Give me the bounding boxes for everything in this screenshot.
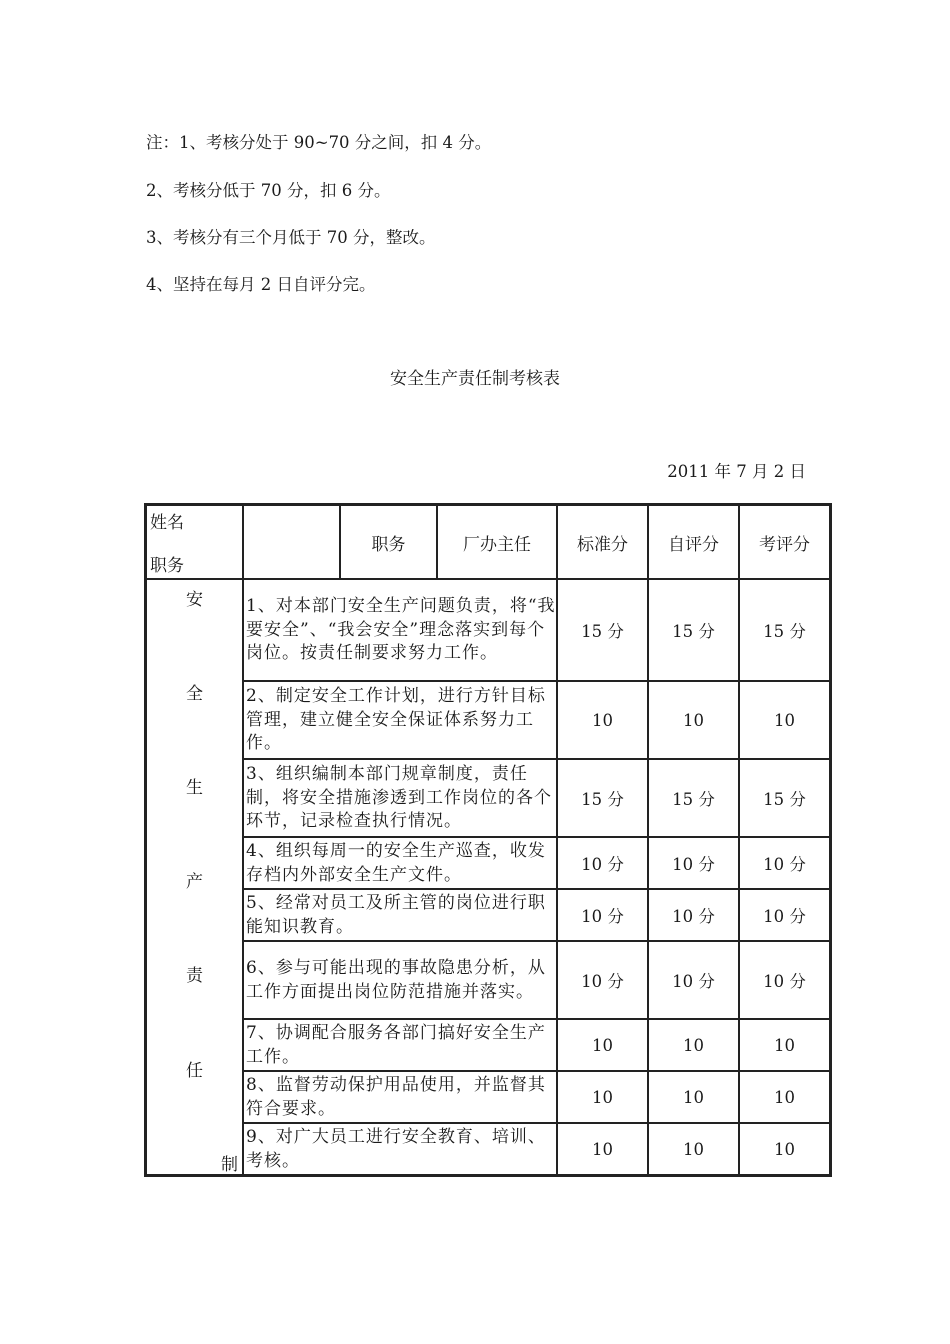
note-4: 4、坚持在每月 2 日自评分完。: [146, 275, 376, 294]
review-score: 10: [739, 1123, 830, 1175]
side-label-char: 责: [186, 966, 203, 986]
side-label-char: 制: [221, 1155, 238, 1175]
table-row: [146, 681, 830, 759]
review-score: 10: [739, 681, 830, 759]
standard-score: 10: [557, 1019, 648, 1071]
review-score: 15 分: [739, 759, 830, 837]
col-self-header: 自评分: [648, 505, 739, 579]
standard-score: 10: [557, 681, 648, 759]
item-text: 6、参与可能出现的事故隐患分析，从工作方面提出岗位防范措施并落实。: [243, 941, 557, 1019]
self-score: 10: [648, 1019, 739, 1071]
standard-score: 15 分: [557, 579, 648, 681]
item-text: 9、对广大员工进行安全教育、培训、考核。: [243, 1123, 557, 1175]
standard-score: 10: [557, 1123, 648, 1175]
document-date: 2011 年 7 月 2 日: [667, 462, 806, 481]
header-row: [146, 505, 830, 579]
side-label-char: 产: [186, 872, 203, 892]
item-text: 3、组织编制本部门规章制度，责任制，将安全措施渗透到工作岗位的各个环节，记录检查执行情况。: [243, 759, 557, 837]
review-score: 10 分: [739, 889, 830, 941]
standard-score: 10 分: [557, 837, 648, 889]
self-score: 10: [648, 1071, 739, 1123]
side-label-char: 安: [186, 590, 203, 610]
self-score: 15 分: [648, 759, 739, 837]
duty-value-cell: 厂办主任: [437, 505, 557, 579]
name-post-label-cell: [146, 505, 243, 579]
standard-score: 15 分: [557, 759, 648, 837]
item-text: 2、制定安全工作计划，进行方针目标管理，建立健全安全保证体系努力工作。: [243, 681, 557, 759]
note-1: 注：1、考核分处于 90~70 分之间，扣 4 分。: [146, 133, 492, 152]
table-row: [146, 1019, 830, 1071]
document-title: 安全生产责任制考核表: [390, 369, 560, 389]
review-score: 10 分: [739, 941, 830, 1019]
standard-score: 10: [557, 1071, 648, 1123]
item-text: 1、对本部门安全生产问题负责，将“我要安全”、“我会安全”理念落实到每个岗位。按责任制要求努力工作。: [243, 579, 557, 681]
assessment-table: [144, 503, 832, 1177]
table-row: [146, 837, 830, 889]
table-row: [146, 579, 830, 681]
review-score: 10: [739, 1019, 830, 1071]
self-score: 15 分: [648, 579, 739, 681]
side-label-char: 任: [186, 1061, 203, 1081]
self-score: 10: [648, 681, 739, 759]
table-row: [146, 1071, 830, 1123]
standard-score: 10 分: [557, 941, 648, 1019]
standard-score: 10 分: [557, 889, 648, 941]
table-row: [146, 1123, 830, 1175]
note-3: 3、考核分有三个月低于 70 分，整改。: [146, 228, 436, 247]
item-text: 4、组织每周一的安全生产巡查，收发存档内外部安全生产文件。: [243, 837, 557, 889]
review-score: 10: [739, 1071, 830, 1123]
side-label-char: 生: [186, 778, 203, 798]
side-label-char: 全: [186, 684, 203, 704]
review-score: 10 分: [739, 837, 830, 889]
duty-label-cell: 职务: [340, 505, 437, 579]
side-label-cell: [146, 579, 243, 1175]
table-row: [146, 759, 830, 837]
note-2: 2、考核分低于 70 分，扣 6 分。: [146, 181, 391, 200]
col-standard-header: 标准分: [557, 505, 648, 579]
name-label: 姓名: [150, 513, 184, 533]
item-text: 5、经常对员工及所主管的岗位进行职能知识教育。: [243, 889, 557, 941]
item-text: 8、监督劳动保护用品使用，并监督其符合要求。: [243, 1071, 557, 1123]
self-score: 10: [648, 1123, 739, 1175]
self-score: 10 分: [648, 837, 739, 889]
post-label: 职务: [150, 556, 184, 576]
col-review-header: 考评分: [739, 505, 830, 579]
table-row: [146, 889, 830, 941]
item-text: 7、协调配合服务各部门搞好安全生产工作。: [243, 1019, 557, 1071]
name-value-cell: [243, 505, 340, 579]
table-row: [146, 941, 830, 1019]
self-score: 10 分: [648, 889, 739, 941]
self-score: 10 分: [648, 941, 739, 1019]
review-score: 15 分: [739, 579, 830, 681]
